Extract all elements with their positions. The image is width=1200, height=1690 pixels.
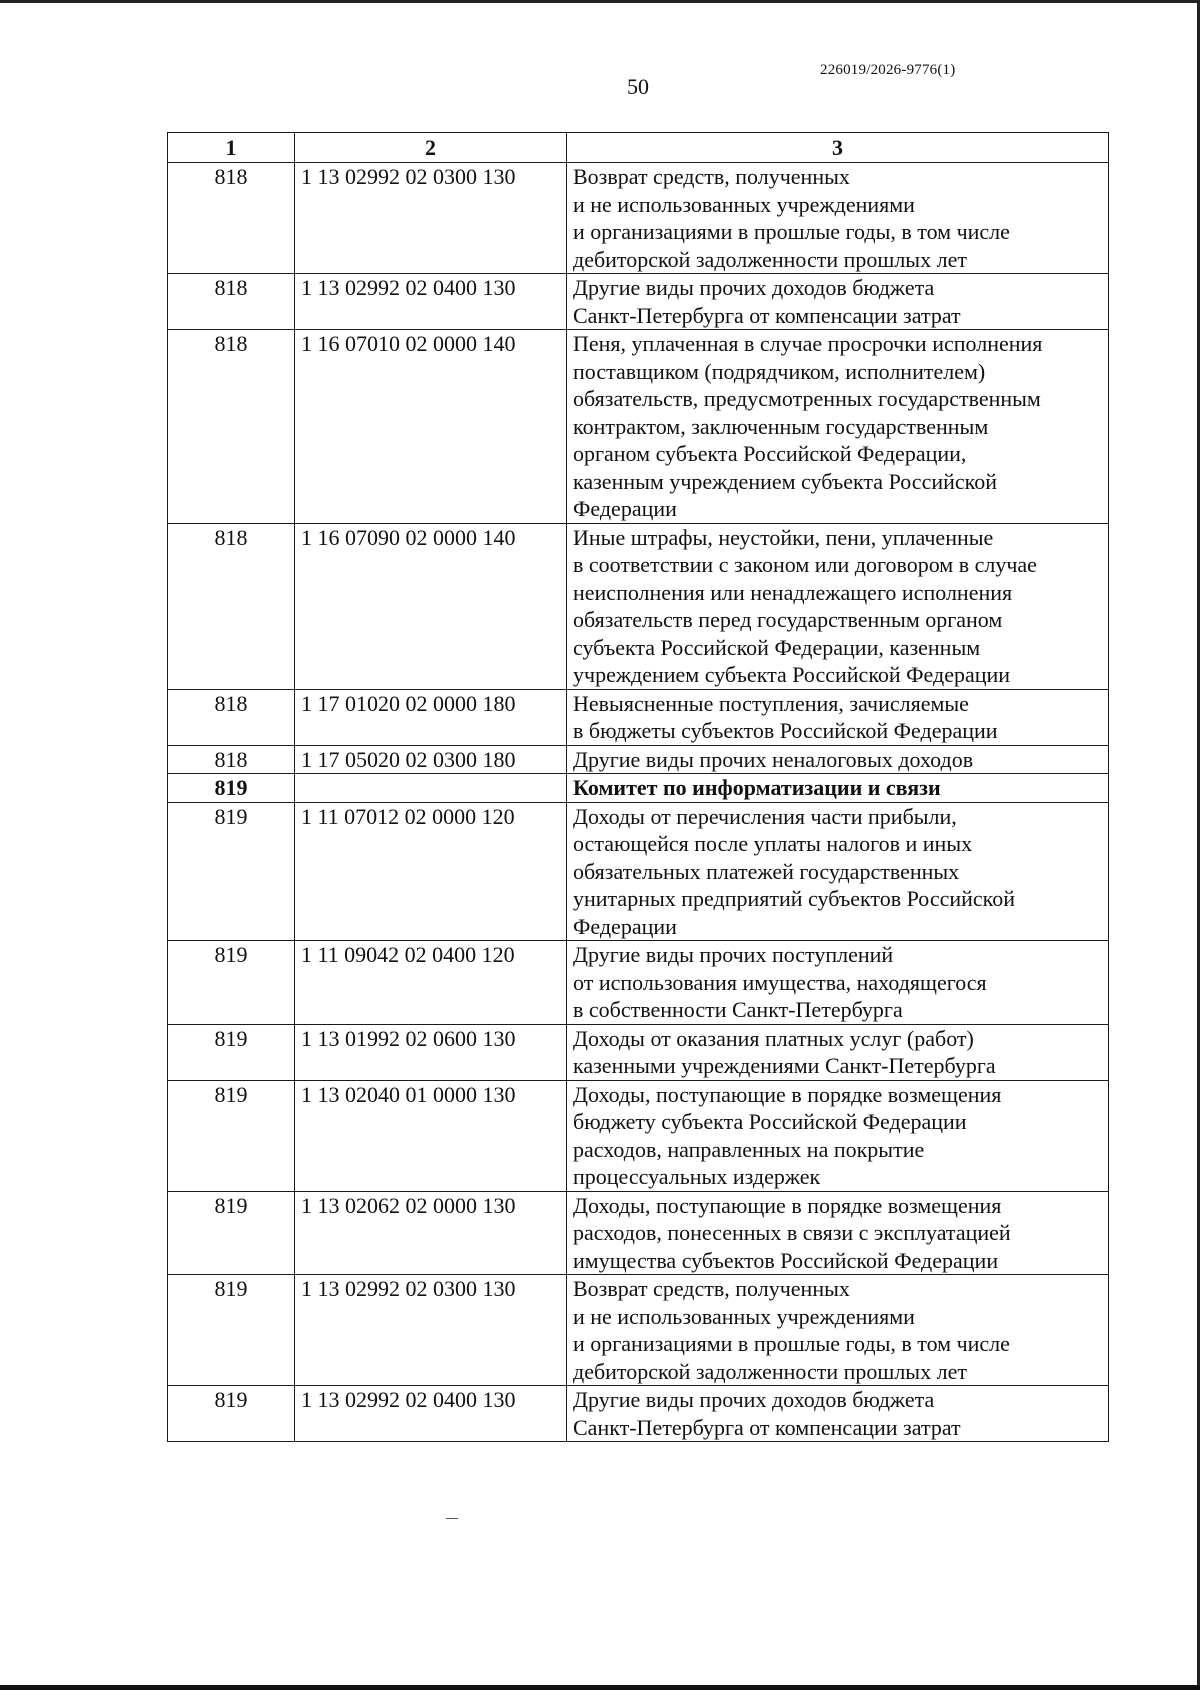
- table-row: [168, 1191, 1109, 1275]
- revenue-code-cell: 1 13 02040 01 0000 130: [295, 1080, 567, 1191]
- revenue-name-line: Другие виды прочих доходов бюджета: [573, 1387, 935, 1412]
- revenue-name-cell: [567, 1024, 1109, 1080]
- revenue-name-line: казенными учреждениями Санкт-Петербурга: [573, 1053, 996, 1078]
- admin-code-cell: 818: [168, 745, 295, 774]
- revenue-name-line: и организациями в прошлые годы, в том числе: [573, 1331, 1010, 1356]
- revenue-code-cell: 1 16 07010 02 0000 140: [295, 330, 567, 524]
- revenue-name-cell: [567, 745, 1109, 774]
- admin-code-cell: 819: [168, 1386, 295, 1442]
- section-title-cell: [567, 774, 1109, 803]
- revenue-name-line: учреждением субъекта Российской Федерации: [573, 662, 1011, 687]
- revenue-name-line: Федерации: [573, 913, 677, 939]
- admin-code-cell: 819: [168, 941, 295, 1025]
- admin-code-cell: 819: [168, 802, 295, 941]
- revenue-name-line: процессуальных издержек: [573, 1164, 821, 1189]
- table-row: [168, 274, 1109, 330]
- revenue-code-cell: 1 13 02062 02 0000 130: [295, 1191, 567, 1275]
- revenue-code-cell: 1 17 01020 02 0000 180: [295, 689, 567, 745]
- column-header-1: 1: [168, 133, 295, 163]
- revenue-name-line: Иные штрафы, неустойки, пени, уплаченные: [573, 524, 994, 550]
- revenue-name-line: унитарных предприятий субъектов Российской: [573, 886, 1016, 911]
- document-id: 226019/2026-9776(1): [820, 62, 956, 78]
- table-row: [168, 330, 1109, 524]
- revenue-name-line: в соответствии с законом или договором в случае: [573, 552, 1037, 577]
- revenue-name-cell: [567, 1386, 1109, 1442]
- column-header-3: 3: [567, 133, 1109, 163]
- admin-code-cell: 818: [168, 274, 295, 330]
- revenue-name-line: Другие виды прочих поступлений: [573, 942, 894, 967]
- revenue-name-cell: [567, 274, 1109, 330]
- revenue-name-line: казенным учреждением субъекта Российской: [573, 468, 997, 494]
- admin-code-cell: 819: [168, 1080, 295, 1191]
- revenue-name-cell: [567, 1275, 1109, 1386]
- revenue-name-line: обязательных платежей государственных: [573, 858, 960, 884]
- revenue-name-line: Доходы от перечисления части прибыли,: [573, 803, 957, 829]
- page-number: 50: [627, 74, 649, 99]
- revenue-name-cell: [567, 689, 1109, 745]
- revenue-name-line: субъекта Российской Федерации, казенным: [573, 634, 981, 660]
- table-row: [168, 1024, 1109, 1080]
- revenue-code-cell: 1 13 01992 02 0600 130: [295, 1024, 567, 1080]
- table-row: [168, 1386, 1109, 1442]
- revenue-name-cell: [567, 1080, 1109, 1191]
- admin-code-cell: 818: [168, 523, 295, 689]
- revenue-name-line: в бюджеты субъектов Российской Федерации: [573, 718, 998, 743]
- revenue-name-line: Возврат средств, полученных: [573, 1276, 850, 1301]
- revenue-name-cell: [567, 330, 1109, 524]
- revenue-name-line: расходов, направленных на покрытие: [573, 1136, 925, 1162]
- admin-code-cell: 818: [168, 163, 295, 274]
- revenue-name-line: контрактом, заключенным государственным: [573, 413, 989, 439]
- revenue-name-line: Комитет по информатизации и связи: [573, 775, 941, 800]
- revenue-name-line: Пеня, уплаченная в случае просрочки исполнения: [573, 331, 1043, 356]
- table-body: [168, 163, 1109, 1442]
- revenue-name-line: Доходы от оказания платных услуг (работ): [573, 1025, 974, 1051]
- revenue-name-line: Федерации: [573, 496, 677, 521]
- revenue-name-line: и организациями в прошлые годы, в том числе: [573, 219, 1010, 244]
- admin-code-cell: 819: [168, 1191, 295, 1275]
- table-row: [168, 1275, 1109, 1386]
- revenue-name-line: Другие виды прочих доходов бюджета: [573, 275, 935, 300]
- revenue-code-cell: 1 13 02992 02 0300 130: [295, 163, 567, 274]
- revenue-name-line: остающейся после уплаты налогов и иных: [573, 831, 973, 856]
- revenue-name-line: органом субъекта Российской Федерации,: [573, 441, 967, 466]
- table-section-row: [168, 774, 1109, 803]
- scan-edge-bottom: [0, 1685, 1200, 1690]
- table-row: [168, 689, 1109, 745]
- table-header-row: [168, 133, 1109, 163]
- admin-code-cell: 818: [168, 689, 295, 745]
- revenue-name-line: имущества субъектов Российской Федерации: [573, 1247, 999, 1273]
- revenue-name-line: в собственности Санкт-Петербурга: [573, 997, 903, 1022]
- revenue-name-line: и не использованных учреждениями: [573, 1303, 915, 1329]
- revenue-code-cell: 1 11 09042 02 0400 120: [295, 941, 567, 1025]
- budget-revenue-table: [167, 132, 1109, 1442]
- revenue-code-cell: 1 13 02992 02 0400 130: [295, 1386, 567, 1442]
- revenue-name-line: и не использованных учреждениями: [573, 191, 915, 217]
- admin-code-cell: 819: [168, 1024, 295, 1080]
- revenue-name-line: Доходы, поступающие в порядке возмещения: [573, 1192, 1002, 1218]
- revenue-code-cell: 1 11 07012 02 0000 120: [295, 802, 567, 941]
- revenue-name-line: поставщиком (подрядчиком, исполнителем): [573, 358, 986, 384]
- revenue-name-line: обязательств, предусмотренных государственным: [573, 386, 1041, 411]
- scan-edge-top: [0, 0, 1200, 3]
- revenue-code-cell: 1 13 02992 02 0300 130: [295, 1275, 567, 1386]
- revenue-name-line: расходов, понесенных в связи с эксплуатацией: [573, 1220, 1011, 1245]
- revenue-name-line: дебиторской задолженности прошлых лет: [573, 246, 967, 272]
- revenue-code-cell: [295, 774, 567, 803]
- revenue-name-line: Возврат средств, полученных: [573, 164, 850, 189]
- revenue-name-cell: [567, 941, 1109, 1025]
- admin-code-cell: 819: [168, 774, 295, 803]
- table-row: [168, 941, 1109, 1025]
- revenue-name-line: Санкт-Петербурга от компенсации затрат: [573, 302, 961, 328]
- column-header-2: 2: [295, 133, 567, 163]
- revenue-code-cell: 1 13 02992 02 0400 130: [295, 274, 567, 330]
- revenue-name-line: Доходы, поступающие в порядке возмещения: [573, 1081, 1002, 1107]
- revenue-name-cell: [567, 163, 1109, 274]
- revenue-name-line: Другие виды прочих неналоговых доходов: [573, 746, 974, 772]
- revenue-name-line: Санкт-Петербурга от компенсации затрат: [573, 1414, 961, 1440]
- revenue-name-line: неисполнения или ненадлежащего исполнения: [573, 579, 1013, 605]
- table-row: [168, 745, 1109, 774]
- revenue-name-line: бюджету субъекта Российской Федерации: [573, 1109, 967, 1134]
- table-row: [168, 802, 1109, 941]
- admin-code-cell: 819: [168, 1275, 295, 1386]
- revenue-name-cell: [567, 1191, 1109, 1275]
- table-row: [168, 1080, 1109, 1191]
- revenue-name-line: обязательств перед государственным органом: [573, 607, 1003, 632]
- table-row: [168, 163, 1109, 274]
- admin-code-cell: 818: [168, 330, 295, 524]
- scan-mark: [446, 1518, 458, 1519]
- revenue-name-cell: [567, 802, 1109, 941]
- table-row: [168, 523, 1109, 689]
- revenue-name-line: Невыясненные поступления, зачисляемые: [573, 690, 969, 716]
- revenue-name-line: дебиторской задолженности прошлых лет: [573, 1358, 967, 1384]
- revenue-name-line: от использования имущества, находящегося: [573, 969, 987, 995]
- revenue-code-cell: 1 16 07090 02 0000 140: [295, 523, 567, 689]
- revenue-name-cell: [567, 523, 1109, 689]
- revenue-code-cell: 1 17 05020 02 0300 180: [295, 745, 567, 774]
